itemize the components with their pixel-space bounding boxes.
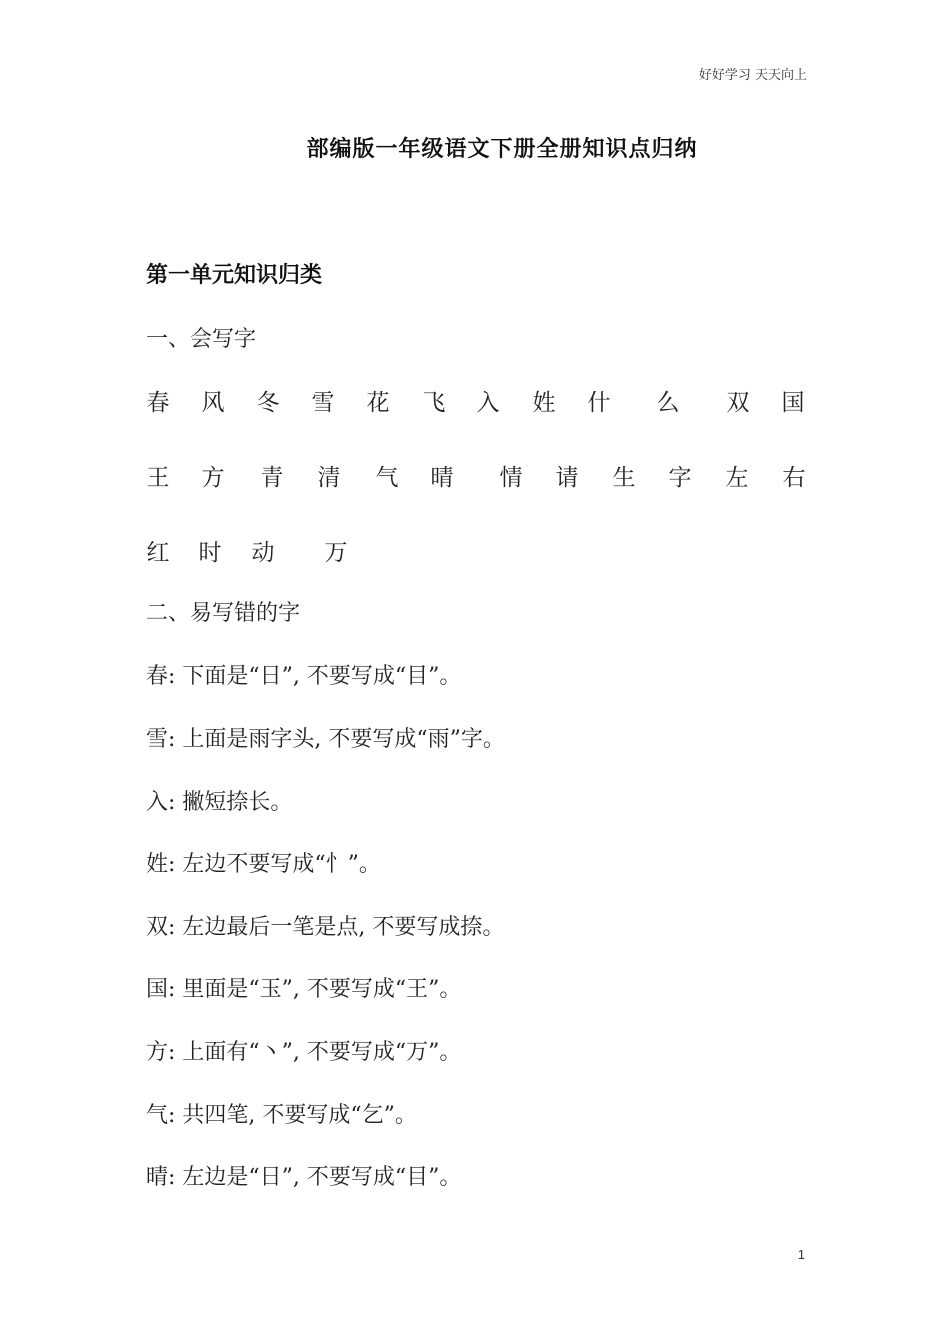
write-char: 姓: [532, 390, 556, 416]
section-heading-write-chars: 一、会写字: [146, 327, 257, 352]
error-note-item: 姓: 左边不要写成“忄”。: [146, 852, 381, 877]
write-char: 时: [198, 540, 222, 566]
write-chars-row-2: [146, 459, 806, 491]
write-char: 清: [317, 465, 341, 491]
document-title: 部编版一年级语文下册全册知识点归纳: [306, 136, 698, 162]
write-char: 王: [146, 465, 170, 491]
write-char: 请: [555, 465, 579, 491]
page-header-note: 好好学习 天天向上: [698, 68, 807, 83]
write-char: 动: [251, 540, 275, 566]
write-char: 万: [324, 540, 348, 566]
write-char: 生: [612, 465, 636, 491]
error-note-item: 入: 撇短捺长。: [146, 790, 293, 815]
write-char: 晴: [430, 465, 454, 491]
error-note-item: 晴: 左边是“日”, 不要写成“目”。: [146, 1165, 462, 1190]
error-note-item: 方: 上面有“丶”, 不要写成“万”。: [146, 1040, 462, 1065]
write-char: 国: [781, 390, 805, 416]
write-char: 冬: [256, 390, 280, 416]
unit-heading: 第一单元知识归类: [146, 262, 323, 288]
error-note-item: 春: 下面是“日”, 不要写成“目”。: [146, 664, 462, 689]
write-char: 气: [375, 465, 399, 491]
write-char: 风: [201, 390, 225, 416]
write-char: 花: [366, 390, 390, 416]
write-char: 双: [726, 390, 750, 416]
write-char: 入: [476, 390, 500, 416]
write-chars-row-1: [146, 384, 806, 416]
write-chars-row-3: [146, 534, 806, 566]
write-char: 什: [587, 390, 611, 416]
write-char: 红: [146, 540, 170, 566]
page-number: 1: [797, 1247, 805, 1262]
error-note-item: 双: 左边最后一笔是点, 不要写成捺。: [146, 915, 505, 940]
write-char: 么: [656, 390, 680, 416]
error-note-item: 国: 里面是“玉”, 不要写成“王”。: [146, 977, 462, 1002]
write-char: 春: [146, 390, 170, 416]
write-char: 青: [260, 465, 284, 491]
write-char: 飞: [422, 390, 446, 416]
write-char: 字: [668, 465, 692, 491]
write-char: 情: [499, 465, 523, 491]
section-heading-error-prone-chars: 二、易写错的字: [146, 601, 301, 626]
write-char: 方: [201, 465, 225, 491]
error-note-item: 气: 共四笔, 不要写成“乞”。: [146, 1103, 417, 1128]
write-char: 雪: [311, 390, 335, 416]
write-char: 右: [782, 465, 806, 491]
error-note-item: 雪: 上面是雨字头, 不要写成“雨”字。: [146, 727, 505, 752]
write-char: 左: [725, 465, 749, 491]
